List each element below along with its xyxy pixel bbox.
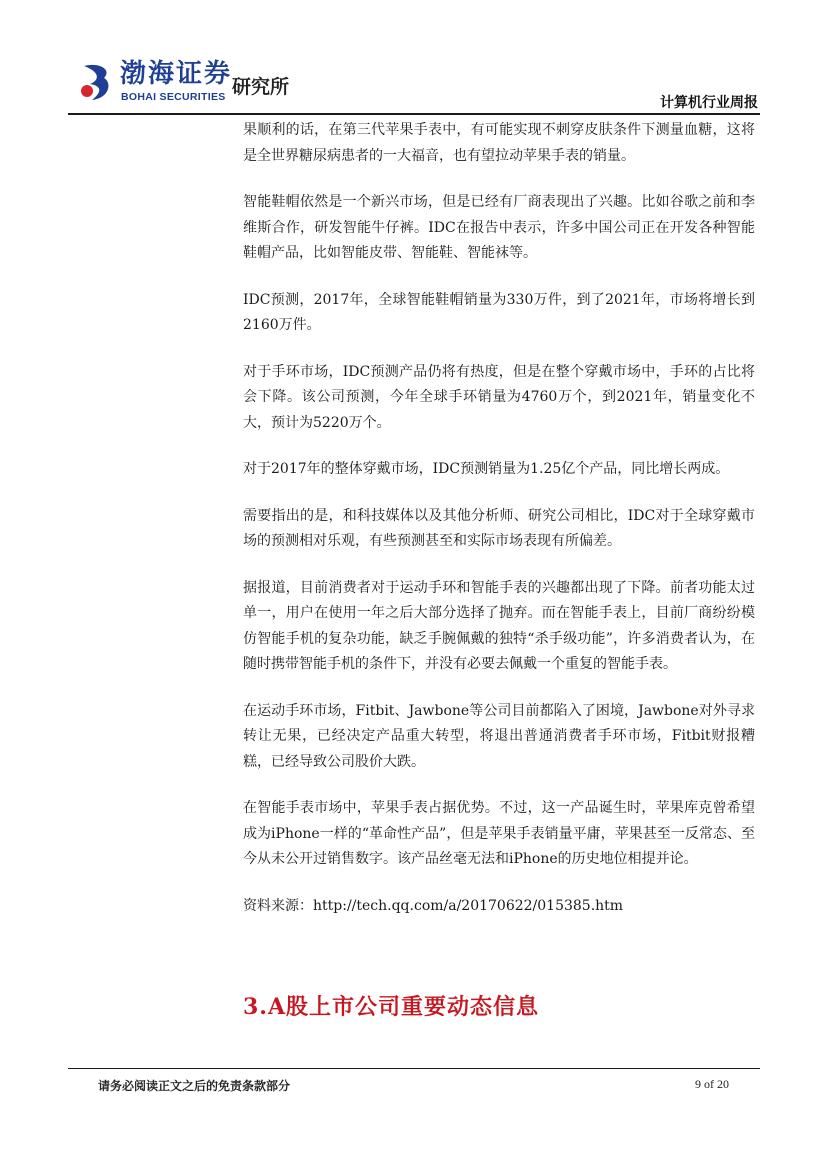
paragraph: IDC预测，2017年，全球智能鞋帽销量为330万件，到了2021年，市场将增长到2160万件。 (243, 291, 755, 333)
institute-label: 研究所 (232, 76, 290, 98)
paragraph: 在智能手表市场中，苹果手表占据优势。不过，这一产品诞生时，苹果库克曾希望成为iPhone一样的“革命性产品”，但是苹果手表销量平庸，苹果甚至一反常态、至今从未公开过销售数字。该产品丝毫无法和iPhone的历史地位相提并论。 (243, 800, 755, 867)
bohai-logo-icon (78, 62, 114, 102)
footer-disclaimer: 请务必阅读正文之后的免责条款部分 (98, 1079, 291, 1093)
section-title: 3.A股上市公司重要动态信息 (243, 994, 540, 1020)
logo-text-cn: 渤海证券 (120, 59, 233, 89)
paragraph: 据报道，目前消费者对于运动手环和智能手表的兴趣都出现了下降。前者功能太过单一，用户在使用一年之后大部分选择了抛弃。而在智能手表上，目前厂商纷纷模仿智能手机的复杂功能，缺乏手腕佩戴的独特“杀手级功能”，许多消费者认为，在随时携带智能手机的条件下，并没有必要去佩戴一个重复的智能手表。 (243, 579, 755, 672)
paragraph: 对于2017年的整体穿戴市场，IDC预测销量为1.25亿个产品，同比增长两成。 (243, 461, 730, 477)
page-number: 9 of 20 (695, 1077, 729, 1091)
paragraph: 需要指出的是，和科技媒体以及其他分析师、研究公司相比，IDC对于全球穿戴市场的预测相对乐观，有些预测甚至和实际市场表现有所偏差。 (243, 507, 755, 549)
page-header (0, 0, 827, 115)
body-content (243, 118, 755, 919)
paragraph: 在运动手环市场，Fitbit、Jawbone等公司目前都陷入了困境，Jawbone对外寻求转让无果，已经决定产品重大转型，将退出普通消费者手环市场，Fitbit财报糟糕，已经导致公司股价大跌。 (243, 702, 755, 770)
paragraph: 对于手环市场，IDC预测产品仍将有热度，但是在整个穿戴市场中，手环的占比将会下降。该公司预测，今年全球手环销量为4760万个，到2021年，销量变化不大，预计为5220万个。 (243, 363, 755, 431)
footer-divider (68, 1068, 760, 1069)
source-citation: 资料来源：http://tech.qq.com/a/20170622/015385.htm (243, 897, 624, 914)
paragraph: 果顺利的话，在第三代苹果手表中，有可能实现不刺穿皮肤条件下测量血糖，这将是全世界糖尿病患者的一大福音，也有望拉动苹果手表的销量。 (243, 122, 755, 164)
header-divider (68, 113, 760, 115)
report-type-label: 计算机行业周报 (660, 95, 758, 111)
logo-text-en: BOHAI SECURITIES (121, 91, 226, 103)
paragraph: 智能鞋帽依然是一个新兴市场，但是已经有厂商表现出了兴趣。比如谷歌之前和李维斯合作，研发智能牛仔裤。IDC在报告中表示，许多中国公司正在开发各种智能鞋帽产品，比如智能皮带、智能鞋、智能袜等。 (243, 194, 755, 261)
